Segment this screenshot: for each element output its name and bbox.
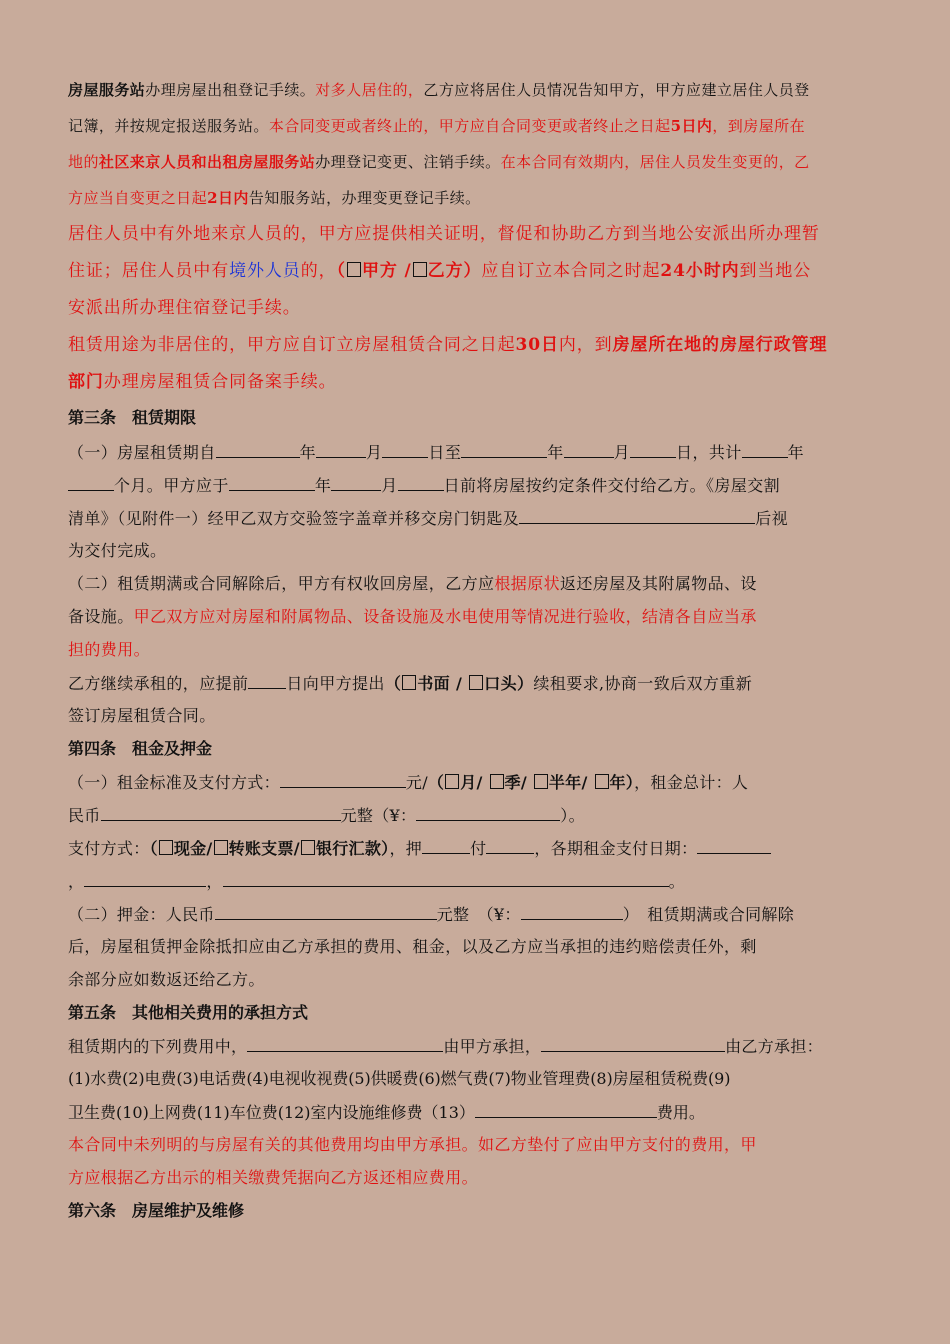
- bold-text: （: [427, 773, 445, 792]
- checkbox[interactable]: [301, 840, 315, 855]
- blank-field[interactable]: [68, 473, 114, 491]
- text: 记簿，并按规定报送服务站。: [68, 117, 269, 135]
- red-bold-text: 社区来京人员和出租房屋服务站: [98, 153, 316, 171]
- bold-text: （: [149, 839, 158, 858]
- text: 个月。甲方应于: [114, 476, 229, 495]
- art5-line-1: [68, 1034, 823, 1059]
- red-bold-text: 乙方）: [427, 261, 482, 281]
- art4-line-2: [68, 803, 585, 828]
- art4-line-3: [68, 836, 771, 861]
- blank-field[interactable]: [521, 902, 623, 920]
- red-text: 对多人居住的，: [315, 81, 424, 99]
- art4-line-5: [68, 902, 794, 927]
- red-text: 根据原状: [494, 574, 561, 593]
- text: 年: [299, 443, 317, 462]
- text: ，: [68, 872, 85, 891]
- art5-line-4: 本合同中未列明的与房屋有关的其他费用均由甲方承担。如乙方垫付了应由甲方支付的费用，甲: [68, 1135, 757, 1154]
- text: 由乙方承担：: [725, 1037, 823, 1056]
- checkbox[interactable]: [595, 774, 609, 789]
- bold-text: 年）: [609, 773, 635, 792]
- art5-line-5: 方应根据乙方出示的相关缴费凭据向乙方返还相应费用。: [68, 1168, 479, 1187]
- blank-field[interactable]: [564, 440, 614, 458]
- text: 后视: [755, 509, 789, 528]
- art3-line-2: [68, 473, 780, 498]
- art3-line-4: 为交付完成。: [68, 541, 167, 560]
- blank-field[interactable]: [541, 1034, 725, 1052]
- blank-field[interactable]: [398, 473, 444, 491]
- text: ）。: [560, 806, 585, 825]
- art3-line-7: 担的费用。: [68, 640, 151, 659]
- text: 办理登记变更、注销手续。: [315, 153, 501, 171]
- art4-line-4: [68, 869, 685, 894]
- art4-line-1: [68, 770, 748, 795]
- blank-field[interactable]: [697, 836, 771, 854]
- text: 卫生费(10)上网费(11)车位费(12)室内设施维修费（13）: [68, 1103, 475, 1122]
- text: 民币: [68, 806, 101, 825]
- article-4-heading: 第四条 租金及押金: [68, 739, 213, 758]
- art5-line-3: [68, 1100, 705, 1125]
- text: 年: [314, 476, 332, 495]
- text: 费用。: [656, 1103, 705, 1122]
- blank-field[interactable]: [742, 440, 788, 458]
- red-text: 到当地公: [739, 261, 812, 281]
- red-text: 本合同变更或者终止的，甲方应自合同变更或者终止之日起: [268, 117, 671, 135]
- p2-line-3: 安派出所办理住宿登记手续。: [68, 298, 301, 318]
- red-text: 办理房屋租赁合同备案手续。: [103, 372, 337, 392]
- text: ，租金总计：人: [634, 773, 749, 792]
- red-text: ，到房屋所在: [712, 117, 806, 135]
- bold-text: 房屋服务站: [68, 81, 146, 99]
- blank-field[interactable]: [280, 770, 406, 788]
- art4-line-6: 后，房屋租赁押金除抵扣应由乙方承担的费用、租金，以及乙方应当承担的违约赔偿责任外，剩: [68, 937, 757, 956]
- blank-field[interactable]: [416, 803, 560, 821]
- text: 办理房屋出租登记手续。: [145, 81, 316, 99]
- checkbox[interactable]: [445, 774, 459, 789]
- blank-field[interactable]: [216, 440, 300, 458]
- p1-line-3: [68, 150, 810, 174]
- bold-text: 转账支票/: [228, 839, 300, 858]
- text: ，押: [389, 839, 423, 858]
- red-text: 内，到: [558, 335, 613, 355]
- text: 租赁期内的下列费用中，: [68, 1037, 248, 1056]
- blank-field[interactable]: [630, 440, 676, 458]
- text: （一）房屋租赁期自: [68, 443, 216, 462]
- art3-line-6: [68, 605, 757, 629]
- bold-text: 口头）: [484, 674, 534, 693]
- blank-field[interactable]: [215, 902, 437, 920]
- blank-field[interactable]: [247, 1034, 443, 1052]
- red-bold-text: （: [336, 261, 346, 281]
- text: 由甲方承担，: [443, 1037, 542, 1056]
- p1-line-4: [68, 186, 481, 210]
- checkbox[interactable]: [534, 774, 548, 789]
- text: 日，共计: [676, 443, 742, 462]
- text: 续租要求,协商一致后双方重新: [533, 674, 753, 693]
- red-text: 应自订立本合同之时起: [481, 261, 661, 281]
- red-bold-text: 2日内: [207, 189, 249, 207]
- red-bold-text: 5日内: [670, 117, 713, 135]
- blank-field[interactable]: [461, 440, 547, 458]
- text: 日至: [428, 443, 462, 462]
- art3-line-1: [68, 440, 804, 465]
- bold-text: 半年/: [548, 773, 594, 792]
- blank-field[interactable]: [422, 836, 470, 854]
- text: 支付方式：: [68, 839, 150, 858]
- bold-text: 现金/: [173, 839, 213, 858]
- bold-text: （: [384, 674, 402, 693]
- red-bold-text: 24小时内: [660, 261, 740, 281]
- text: 日前将房屋按约定条件交付给乙方。《房屋交割: [443, 476, 781, 495]
- blank-field[interactable]: [486, 836, 534, 854]
- p3-line-2: [68, 370, 337, 394]
- bold-text: 银行汇款）: [315, 839, 390, 858]
- blank-field[interactable]: [101, 803, 341, 821]
- p1-line-2: [68, 114, 805, 138]
- blank-field[interactable]: [223, 869, 669, 887]
- red-text: 地的: [68, 153, 99, 171]
- text: （二）租赁期满或合同解除后，甲方有权收回房屋，乙方应: [68, 574, 495, 593]
- checkbox[interactable]: [214, 840, 228, 855]
- blank-field[interactable]: [519, 506, 755, 524]
- article-6-heading: 第六条 房屋维护及维修: [68, 1201, 245, 1220]
- checkbox[interactable]: [159, 840, 173, 855]
- blank-field[interactable]: [331, 473, 381, 491]
- art5-line-2: (1)水费(2)电费(3)电话费(4)电视收视费(5)供暖费(6)燃气费(7)物业管理费(8)房屋租赁税费(9): [68, 1069, 731, 1088]
- art3-line-5: [68, 572, 757, 596]
- text: 元/: [405, 773, 428, 792]
- blank-field[interactable]: [475, 1100, 657, 1118]
- checkbox[interactable]: [347, 262, 361, 277]
- checkbox[interactable]: [413, 262, 427, 277]
- checkbox[interactable]: [490, 774, 504, 789]
- blank-field[interactable]: [382, 440, 428, 458]
- text: 返还房屋及其附属物品、设: [560, 574, 757, 593]
- bold-text: 月/: [460, 773, 489, 792]
- red-text: 的，: [300, 261, 337, 281]
- text: 元整 （¥：: [436, 905, 521, 924]
- text: ，: [206, 872, 223, 891]
- bold-text: 书面 /: [417, 674, 469, 693]
- red-bold-text: 部门: [68, 372, 104, 392]
- text: 月: [613, 443, 631, 462]
- text: 。: [668, 872, 685, 891]
- checkbox[interactable]: [402, 675, 416, 690]
- text: 年: [787, 443, 805, 462]
- red-text: 租赁用途为非居住的，甲方应自订立房屋租赁合同之日起: [68, 335, 516, 355]
- p2-line-1: 居住人员中有外地来京人员的，甲方应提供相关证明，督促和协助乙方到当地公安派出所办理暂: [68, 224, 820, 244]
- p2-line-2: [68, 259, 811, 283]
- red-text: 方应当自变更之日起: [68, 189, 208, 207]
- text: 付: [470, 839, 487, 858]
- red-text: 甲乙双方应对房屋和附属物品、设备设施及水电使用等情况进行验收，结清各自应当承: [133, 607, 757, 626]
- art4-line-7: 余部分应如数返还给乙方。: [68, 970, 265, 989]
- text: 乙方应将居住人员情况告知甲方，甲方应建立居住人员登: [423, 81, 810, 99]
- blank-field[interactable]: [248, 671, 286, 689]
- blank-field[interactable]: [84, 869, 206, 887]
- red-text: 在本合同有效期内，居住人员发生变更的，乙: [500, 153, 810, 171]
- text: （一）租金标准及支付方式：: [68, 773, 280, 792]
- text: ） 租赁期满或合同解除: [622, 905, 794, 924]
- text: 备设施。: [68, 607, 134, 626]
- p1-line-1: [68, 78, 810, 102]
- text: ，各期租金支付日期：: [534, 839, 698, 858]
- blue-text: 境外人员: [229, 261, 301, 281]
- art3-line-9: 签订房屋租赁合同。: [68, 706, 216, 725]
- p3-line-1: [68, 333, 827, 357]
- checkbox[interactable]: [469, 675, 483, 690]
- bold-text: 季/: [504, 773, 533, 792]
- art3-line-8: [68, 671, 752, 696]
- red-text: 住证；居住人员中有: [68, 261, 230, 281]
- blank-field[interactable]: [316, 440, 366, 458]
- article-5-heading: 第五条 其他相关费用的承担方式: [68, 1003, 309, 1022]
- text: 元整（¥：: [340, 806, 417, 825]
- art3-line-3: [68, 506, 788, 531]
- article-3-heading: 第三条 租赁期限: [68, 408, 197, 427]
- text: （二）押金：人民币: [68, 905, 215, 924]
- text: 日向甲方提出: [286, 674, 385, 693]
- text: 年: [547, 443, 564, 462]
- blank-field[interactable]: [229, 473, 315, 491]
- text: 清单》（见附件一）经甲乙双方交验签字盖章并移交房门钥匙及: [68, 509, 520, 528]
- text: 告知服务站，办理变更登记手续。: [248, 189, 481, 207]
- text: 月: [366, 443, 383, 462]
- red-bold-text: 房屋所在地的房屋行政管理: [612, 335, 828, 355]
- text: 月: [381, 476, 398, 495]
- red-bold-text: 甲方 /: [361, 261, 412, 281]
- red-bold-text: 30日: [515, 335, 559, 355]
- text: 乙方继续承租的，应提前: [68, 674, 249, 693]
